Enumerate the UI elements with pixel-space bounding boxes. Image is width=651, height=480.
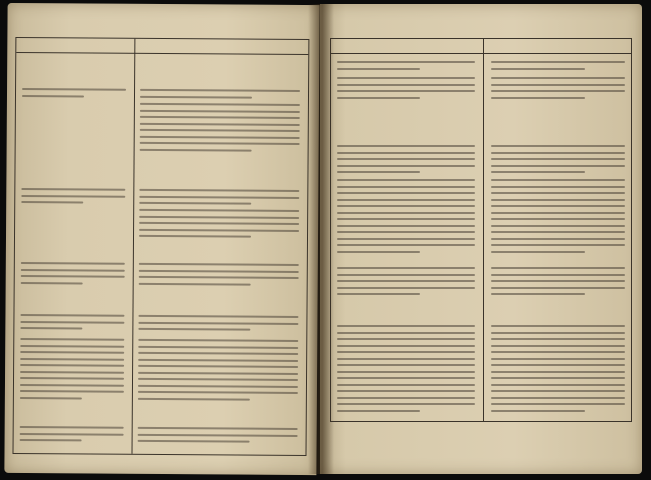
text-line bbox=[337, 77, 475, 79]
section-title bbox=[65, 250, 265, 251]
text-line bbox=[140, 129, 300, 132]
text-line bbox=[337, 158, 475, 160]
text-line bbox=[491, 403, 625, 405]
text-line bbox=[139, 222, 299, 225]
text-line bbox=[337, 225, 475, 227]
text-line bbox=[21, 269, 125, 272]
text-line bbox=[20, 364, 124, 367]
text-line bbox=[491, 152, 625, 154]
text-line bbox=[337, 192, 475, 194]
text-line bbox=[491, 293, 585, 295]
text-line bbox=[491, 145, 625, 147]
text-line bbox=[337, 84, 475, 86]
text-line bbox=[20, 397, 82, 400]
text-line bbox=[491, 97, 585, 99]
text-line bbox=[491, 280, 625, 282]
text-line bbox=[20, 327, 82, 330]
text-line bbox=[491, 68, 585, 70]
text-line bbox=[491, 371, 625, 373]
column-divider bbox=[483, 39, 484, 421]
text-line bbox=[491, 390, 625, 392]
text-line bbox=[337, 244, 475, 246]
text-line bbox=[337, 332, 475, 334]
text-line bbox=[337, 410, 420, 412]
text-line bbox=[337, 338, 475, 340]
troubleshooting-table bbox=[12, 37, 309, 456]
text-line bbox=[20, 345, 124, 348]
column-header-problem bbox=[16, 42, 134, 43]
text-line bbox=[491, 410, 585, 412]
text-line bbox=[138, 345, 298, 348]
text-line bbox=[491, 186, 625, 188]
text-line bbox=[20, 358, 124, 361]
text-line bbox=[337, 171, 420, 173]
left-page bbox=[4, 3, 319, 475]
text-line bbox=[337, 179, 475, 181]
text-line bbox=[491, 84, 625, 86]
text-line bbox=[138, 315, 298, 318]
text-line bbox=[491, 212, 625, 214]
section-title bbox=[65, 300, 265, 301]
text-line bbox=[337, 205, 475, 207]
text-line bbox=[337, 145, 475, 147]
table-header bbox=[16, 38, 308, 55]
text-line bbox=[337, 218, 475, 220]
text-line bbox=[491, 192, 625, 194]
text-line bbox=[491, 218, 625, 220]
text-line bbox=[337, 351, 475, 353]
text-line bbox=[22, 95, 84, 98]
text-line bbox=[337, 152, 475, 154]
text-line bbox=[21, 262, 125, 265]
text-line bbox=[138, 365, 298, 368]
text-line bbox=[138, 371, 298, 374]
text-line bbox=[337, 390, 475, 392]
text-line bbox=[139, 228, 299, 231]
right-page bbox=[320, 4, 642, 474]
text-line bbox=[140, 135, 300, 138]
text-line bbox=[337, 345, 475, 347]
text-line bbox=[138, 391, 298, 394]
text-line bbox=[138, 321, 298, 324]
text-line bbox=[337, 384, 475, 386]
text-line bbox=[491, 205, 625, 207]
text-line bbox=[138, 384, 298, 387]
text-line bbox=[21, 188, 125, 191]
text-line bbox=[491, 267, 625, 269]
text-line bbox=[491, 251, 585, 253]
text-line bbox=[20, 338, 124, 341]
text-line bbox=[491, 332, 625, 334]
text-line bbox=[337, 68, 420, 70]
text-line bbox=[138, 328, 250, 331]
text-line bbox=[337, 280, 475, 282]
text-line bbox=[138, 427, 298, 430]
text-line bbox=[491, 158, 625, 160]
column-divider bbox=[131, 39, 135, 454]
text-line bbox=[139, 202, 251, 205]
text-line bbox=[337, 293, 420, 295]
text-line bbox=[337, 251, 420, 253]
text-line bbox=[139, 263, 299, 266]
text-line bbox=[20, 377, 124, 380]
text-line bbox=[491, 364, 625, 366]
text-line bbox=[337, 238, 475, 240]
text-line bbox=[491, 165, 625, 167]
text-line bbox=[337, 325, 475, 327]
text-line bbox=[337, 231, 475, 233]
text-line bbox=[491, 358, 625, 360]
text-line bbox=[337, 186, 475, 188]
text-line bbox=[337, 364, 475, 366]
text-line bbox=[491, 225, 625, 227]
text-line bbox=[140, 142, 300, 145]
text-line bbox=[491, 231, 625, 233]
text-line bbox=[21, 195, 125, 198]
text-line bbox=[140, 122, 300, 125]
text-line bbox=[337, 165, 475, 167]
text-line bbox=[20, 433, 124, 436]
text-line bbox=[337, 371, 475, 373]
text-line bbox=[337, 97, 420, 99]
column-header-remedy bbox=[135, 43, 308, 44]
text-line bbox=[140, 89, 300, 92]
text-line bbox=[337, 274, 475, 276]
text-line bbox=[138, 339, 298, 342]
book-spread bbox=[6, 4, 642, 474]
text-line bbox=[491, 171, 585, 173]
book-gutter bbox=[308, 4, 334, 474]
text-line bbox=[491, 199, 625, 201]
text-line bbox=[337, 212, 475, 214]
text-line bbox=[21, 201, 83, 204]
troubleshooting-table bbox=[330, 38, 632, 422]
text-line bbox=[20, 371, 124, 374]
text-line bbox=[140, 148, 252, 151]
text-line bbox=[491, 274, 625, 276]
text-line bbox=[491, 77, 625, 79]
text-line bbox=[21, 275, 125, 278]
text-line bbox=[139, 209, 299, 212]
text-line bbox=[491, 179, 625, 181]
text-line bbox=[491, 397, 625, 399]
text-line bbox=[491, 238, 625, 240]
table-header bbox=[331, 39, 631, 54]
section-title bbox=[54, 410, 274, 412]
text-line bbox=[337, 358, 475, 360]
text-line bbox=[491, 287, 625, 289]
text-line bbox=[20, 426, 124, 429]
text-line bbox=[139, 215, 299, 218]
text-line bbox=[139, 235, 251, 238]
text-line bbox=[337, 61, 475, 63]
text-line bbox=[20, 390, 124, 393]
text-line bbox=[337, 90, 475, 92]
text-line bbox=[20, 351, 124, 354]
text-line bbox=[140, 109, 300, 112]
text-line bbox=[138, 358, 298, 361]
section-title bbox=[76, 74, 276, 75]
text-line bbox=[140, 103, 300, 106]
text-line bbox=[491, 61, 625, 63]
text-line bbox=[491, 351, 625, 353]
text-line bbox=[139, 282, 251, 285]
text-line bbox=[491, 345, 625, 347]
text-line bbox=[337, 267, 475, 269]
text-line bbox=[138, 378, 298, 381]
section-title bbox=[55, 174, 275, 176]
text-line bbox=[491, 244, 625, 246]
text-line bbox=[139, 276, 299, 279]
text-line bbox=[337, 199, 475, 201]
text-line bbox=[22, 88, 126, 91]
text-line bbox=[139, 269, 299, 272]
text-line bbox=[337, 403, 475, 405]
text-line bbox=[20, 439, 82, 442]
text-line bbox=[20, 314, 124, 317]
text-line bbox=[491, 384, 625, 386]
text-line bbox=[337, 377, 475, 379]
text-line bbox=[138, 433, 298, 436]
text-line bbox=[140, 95, 252, 98]
text-line bbox=[138, 397, 250, 400]
text-line bbox=[337, 287, 475, 289]
text-line bbox=[139, 195, 299, 198]
text-line bbox=[139, 189, 299, 192]
text-line bbox=[138, 440, 250, 443]
text-line bbox=[491, 338, 625, 340]
text-line bbox=[20, 384, 124, 387]
text-line bbox=[21, 282, 83, 285]
text-line bbox=[491, 377, 625, 379]
text-line bbox=[140, 116, 300, 119]
text-line bbox=[138, 352, 298, 355]
text-line bbox=[491, 90, 625, 92]
text-line bbox=[20, 321, 124, 324]
text-line bbox=[337, 397, 475, 399]
text-line bbox=[491, 325, 625, 327]
